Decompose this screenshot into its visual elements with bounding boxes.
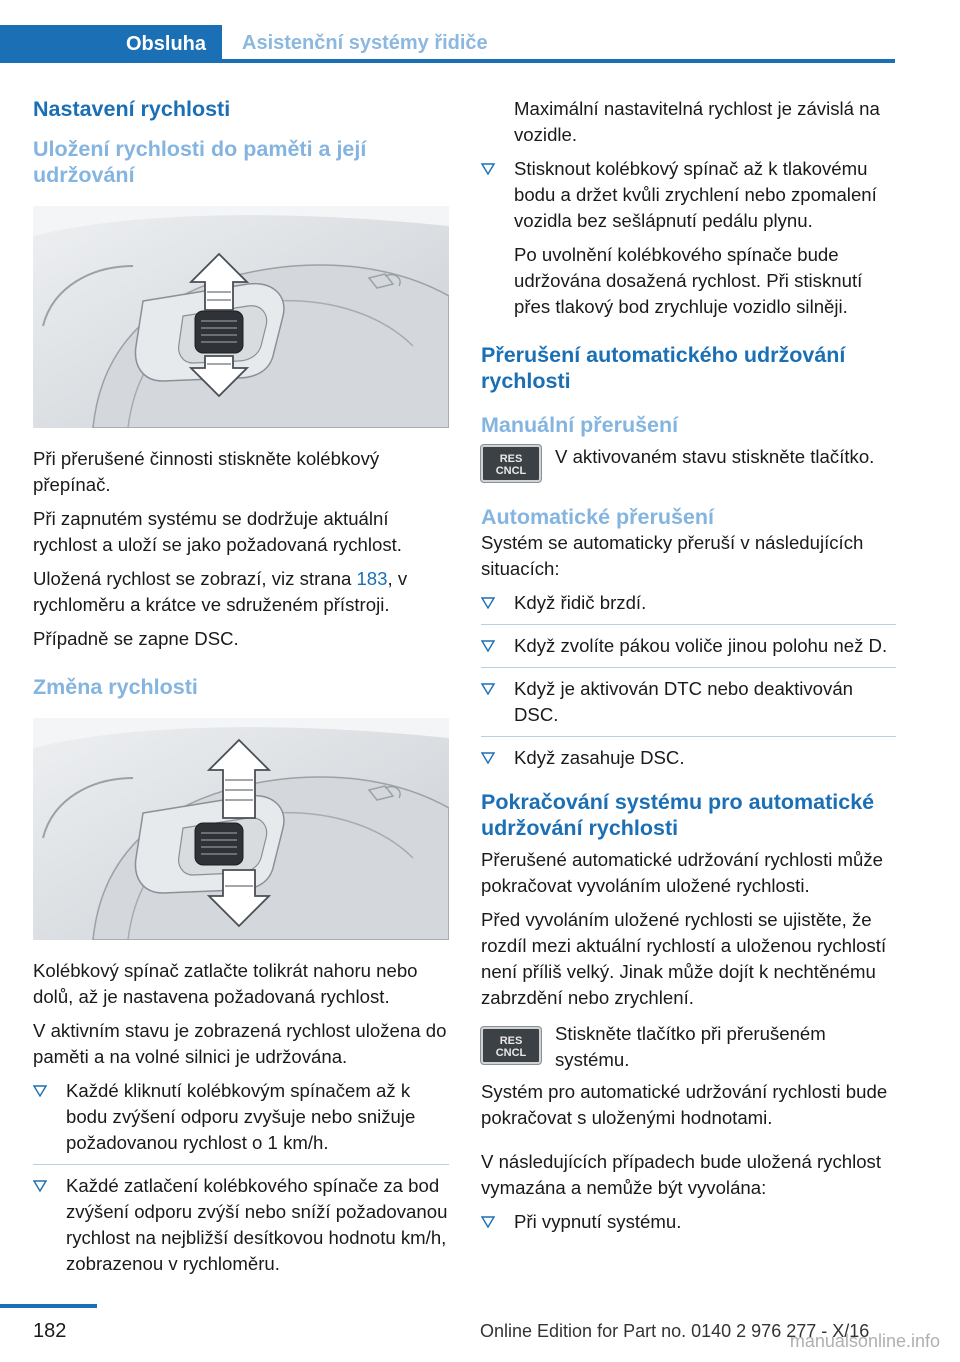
text-after-link: , v rychloměru a krátce ve sdruženém přístroji. [33,568,408,615]
section-title[interactable]: Asistenční systémy řidiče [222,25,895,63]
erase-list [481,1209,896,1243]
list-item [481,590,896,625]
paragraph-auto-interrupt-intro: Systém se automaticky přeruší v následujících situacích: [481,532,864,579]
res-cncl-button-icon [481,1027,541,1064]
button-label-res: RES [499,1035,523,1047]
steering-wheel-illustration-1 [33,206,449,428]
list-item-text: Každé zatlačení kolébkového spínače za bod zvýšení odporu zvýší nebo sníží požadovanou rychlost na nejbližší desítkovou hodnotu km/h, zobrazenou v rychloměru. [66,1175,448,1274]
list-item [33,1078,449,1165]
left-column [33,96,449,1293]
chapter-tab[interactable]: Obsluha [0,25,222,63]
list-item-text: Při vypnutí systému. [514,1211,682,1232]
heading-change-speed: Změna rychlosti [33,675,198,699]
heading-interrupt-cruise: Přerušení automatického udržování rychlosti [481,343,846,393]
paragraph-release-rocker: Po uvolnění kolébkového spínače bude udržována dosažená rychlost. Při stisknutí přes tlakový bod zrychluje vozidlo silněji. [514,244,863,317]
right-column [481,96,896,1251]
page-reference-link[interactable]: 183 [356,568,388,589]
resume-button-row [481,1021,896,1073]
triangle-bullet-icon [481,1216,495,1228]
paragraph-resume-warning: Před vyvoláním uložené rychlosti se ujistěte, že rozdíl mezi aktuální rychlostí a uloženou rychlostí není příliš velký. Jinak může dojít k nechtěnému zabrzdění nebo zrychlení. [481,909,887,1008]
triangle-bullet-icon [33,1180,47,1192]
resume-button-text: Stiskněte tlačítko při přerušeném systému. [555,1023,826,1070]
heading-manual-interrupt: Manuální přerušení [481,413,679,437]
list-item [33,1173,449,1285]
edition-text: Online Edition for Part no. 0140 2 976 277 - X/16 [480,1321,870,1341]
heading-auto-interrupt: Automatické přerušení [481,505,714,529]
triangle-bullet-icon [33,1085,47,1097]
steering-wheel-rocker-figure-change [33,718,449,940]
paragraph-stored-speed-display [33,566,449,618]
list-item [481,676,896,737]
hold-rocker-list [481,156,896,242]
paragraph-dsc-on: Případně se zapne DSC. [33,628,239,649]
list-item [481,745,896,779]
list-item-text: Když zvolíte pákou voliče jinou polohu než D. [514,635,888,656]
list-item [481,1209,896,1243]
list-item [481,633,896,668]
heading-resume-cruise: Pokračování systému pro automatické udržování rychlosti [481,790,875,840]
heading-speed-setting: Nastavení rychlosti [33,97,231,121]
speed-change-list [33,1078,449,1285]
paragraph-current-speed-stored: Při zapnutém systému se dodržuje aktuální rychlost a uloží se jako požadovaná rychlost. [33,508,402,555]
list-item-text: Stisknout kolébkový spínač až k tlakovému bodu a držet kvůli zrychlení nebo zpomalení vozidla bez sešlápnutí pedálu plynu. [514,158,877,231]
list-item-text: Když je aktivován DTC nebo deaktivován DSC. [514,678,853,725]
button-label-res: RES [499,453,523,465]
paragraph-resume-values: Systém pro automatické udržování rychlosti bude pokračovat s uloženými hodnotami. [481,1081,888,1128]
text-before-link: Uložená rychlost se zobrazí, viz strana [33,568,357,589]
res-cncl-button-icon [481,445,541,482]
paragraph-max-speed: Maximální nastavitelná rychlost je závislá na vozidle. [514,98,880,145]
paragraph-erase-intro: V následujících případech bude uložená rychlost vymazána a nemůže být vyvolána: [481,1151,882,1198]
button-label-cncl: CNCL [495,465,527,477]
steering-wheel-illustration-2 [33,718,449,940]
list-item-text: Když zasahuje DSC. [514,747,685,768]
paragraph-active-state: V aktivním stavu je zobrazená rychlost uložena do paměti a na volné silnici je udržována. [33,1020,447,1067]
page-number: 182 [33,1320,67,1342]
watermark-text: manualsonline.info [789,1331,940,1351]
triangle-bullet-icon [481,163,495,175]
list-item [481,156,896,242]
button-label-cncl: CNCL [495,1047,527,1059]
paragraph-interrupted-press: Při přerušené činnosti stiskněte kolébkový přepínač. [33,448,380,495]
manual-interrupt-row [481,444,896,482]
triangle-bullet-icon [481,640,495,652]
triangle-bullet-icon [481,752,495,764]
page-header [0,25,895,63]
auto-interrupt-list [481,590,896,779]
triangle-bullet-icon [481,683,495,695]
triangle-bullet-icon [481,597,495,609]
footer-accent-line [0,1304,97,1308]
steering-wheel-rocker-figure-store [33,206,449,428]
list-item-text: Když řidič brzdí. [514,592,647,613]
paragraph-rocker-up-down: Kolébkový spínač zatlačte tolikrát nahoru nebo dolů, až je nastavena požadovaná rychlost. [33,960,418,1007]
paragraph-resume-stored: Přerušené automatické udržování rychlosti může pokračovat vyvoláním uložené rychlosti. [481,849,884,896]
manual-interrupt-text: V aktivovaném stavu stiskněte tlačítko. [555,446,875,467]
list-item-text: Každé kliknutí kolébkovým spínačem až k bodu zvýšení odporu zvyšuje nebo snižuje požadovanou rychlost o 1 km/h. [66,1080,416,1153]
heading-store-speed: Uložení rychlosti do paměti a její udržování [33,137,367,187]
